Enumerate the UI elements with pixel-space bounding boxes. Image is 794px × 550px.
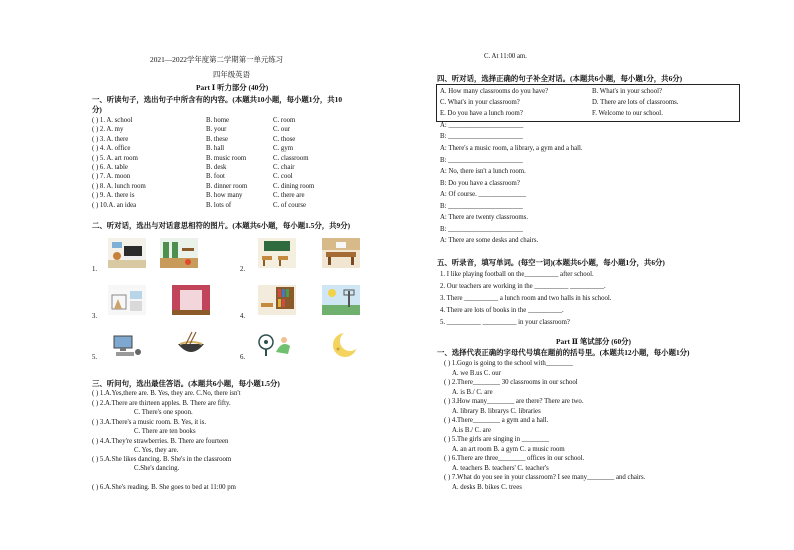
p2-line-12: A. teachers B. teachers' C. teacher's: [452, 465, 549, 472]
p2-line-6: A. library B. librarys C. libraries: [452, 408, 541, 415]
s4-dialog-11: A: There are some desks and chairs.: [440, 237, 539, 244]
part1-title: Part Ⅰ 听力部分 (40分): [196, 83, 269, 92]
office-picture: [108, 285, 146, 315]
s4-dialog-8: B: ______________________: [440, 203, 523, 210]
s1-item-2-c: C. our: [273, 126, 290, 134]
s4-option-d: D. There are lots of classrooms.: [592, 99, 679, 106]
s4-heading: 四、听对话，选择正确的句子补全对话。(本题共6小题，每小题1分，共6分): [437, 74, 683, 83]
part2-title: Part Ⅱ 笔试部分 (60分): [556, 337, 631, 346]
dining-room-picture: [322, 238, 360, 268]
p2-line-4: A. is B./ C. are: [452, 389, 493, 396]
s1-item-9-c: C. there are: [273, 192, 305, 200]
s2-label-6: 6.: [240, 354, 246, 361]
p2-line-10: A. an art room B. a gym C. a music room: [452, 446, 565, 453]
s1-item-8: ( ) 8. A. lunch room: [92, 182, 146, 190]
noodle-bowl-picture: [172, 330, 210, 360]
p2-line-1: ( ) 1.Gogo is going to the school with________: [444, 360, 573, 367]
p2-line-9: ( ) 5.The girls are singing in ________: [444, 436, 549, 443]
s2-label-4: 4.: [240, 313, 246, 320]
p2-line-5: ( ) 3.How many________ are there? There are two.: [444, 398, 584, 405]
s5-line-3: 3. There __________ a lunch room and two halls in his school.: [440, 295, 612, 302]
s1-item-2-b: B. your: [206, 126, 227, 134]
right-top-option: C. At 11:00 am.: [484, 53, 527, 60]
gym-picture: [160, 238, 198, 268]
computer-picture: [108, 330, 146, 360]
s4-dialog-9: A: There are twenty classrooms.: [440, 214, 529, 221]
music-room-picture: [108, 238, 146, 268]
p2-line-2: A. we B.us C. our: [452, 370, 501, 377]
s1-item-8-c: C. dining room: [273, 182, 315, 190]
s4-dialog-7: A: Of course. ______________: [440, 191, 527, 198]
hall-stage-picture: [172, 285, 210, 315]
s1-item-2: ( ) 2. A. my: [92, 126, 124, 134]
worksheet-subtitle: 四年级英语: [213, 70, 250, 79]
playground-picture: [322, 285, 360, 315]
s3-line-2: ( ) 2.A.There are thirteen apples. B. There are fifty.: [92, 400, 231, 407]
s1-item-5-b: B. music room: [206, 154, 247, 162]
s1-item-4-b: B. hall: [206, 145, 225, 153]
s5-line-2: 2. Our teachers are working in the __________ __________.: [440, 283, 606, 290]
s3-line-6: ( ) 4.A.They're strawberries. B. There are fourteen: [92, 438, 229, 445]
s3-line-3: C. There's one spoon.: [134, 409, 193, 416]
s1-item-6-c: C. chair: [273, 163, 295, 171]
s4-option-c: C. What's in your classroom?: [440, 99, 520, 106]
p2-line-11: ( ) 6.There are three________ offices in our school.: [444, 455, 585, 462]
p2-line-8: A.is B./ C. are: [452, 427, 491, 434]
p2-line-7: ( ) 4.There________ a gym and a hall.: [444, 417, 549, 424]
s3-line-7: C. Yes, they are.: [134, 447, 179, 454]
s1-heading-tail: 分): [92, 105, 102, 114]
s1-item-7-c: C. cool: [273, 173, 293, 181]
s1-item-9-b: B. how many: [206, 192, 243, 200]
s3-heading: 三、听问句，选出最佳答语。(本题共6小题，每小题1.5分): [92, 379, 280, 388]
s3-line-1: ( ) 1.A.Yes,there are. B. Yes, they are. C.No, there isn't: [92, 390, 241, 397]
s4-option-e: E. Do you have a lunch room?: [440, 110, 523, 117]
s1-item-10-b: B. lots of: [206, 201, 232, 209]
s4-dialog-1: A: ______________________: [440, 122, 524, 129]
s3-line-4: ( ) 3.A.There's a music room. B. Yes, it is.: [92, 419, 207, 426]
s1-col-b: [206, 117, 247, 211]
s1-item-1-b: B. home: [206, 117, 230, 124]
s1-item-10: ( ) 10.A. an idea: [92, 201, 137, 209]
s1-item-6: ( ) 6. A. table: [92, 163, 128, 171]
library-picture: [258, 285, 296, 315]
s5-line-4: 4. There are lots of books in the __________.: [440, 307, 564, 314]
s1-item-3: ( ) 3. A. there: [92, 135, 129, 143]
s1-item-4: ( ) 4. A. office: [92, 145, 131, 153]
classroom-picture: [258, 238, 296, 268]
s1-item-5-c: C. classroom: [273, 154, 309, 162]
s5-heading: 五、听录音，填写单词。(每空一词)(本题共6小题，每小题1分，共6分): [437, 258, 665, 267]
s1-col-c: [273, 117, 314, 211]
s2-heading: 二、听对话，选出与对话意思相符的图片。(本题共6小题，每小题1.5分，共9分): [92, 221, 351, 230]
s1-item-3-c: C. those: [273, 135, 296, 143]
p2-line-13: ( ) 7.What do you see in your classroom? I see many________ and chairs.: [444, 474, 646, 481]
s3-line-10: ( ) 6.A.She's reading. B. She goes to bed at 11:00 pm: [92, 484, 236, 491]
s1-item-5: ( ) 5. A. art room: [92, 154, 138, 162]
s5-line-1: 1. I like playing football on the__________ after school.: [440, 271, 594, 278]
s4-option-f: F. Welcome to our school.: [592, 110, 663, 117]
s1-item-6-b: B. desk: [206, 163, 227, 171]
p2-line-3: ( ) 2.There________ 30 classrooms in our school: [444, 379, 578, 386]
s4-dialog-4: B: ______________________: [440, 157, 523, 164]
s1-item-7-b: B. foot: [206, 173, 225, 181]
s2-label-5: 5.: [92, 354, 98, 361]
s3-line-8: ( ) 5.A.She likes dancing. B. She's in the classroom: [92, 456, 232, 463]
s4-dialog-3: A: There's a music room, a library, a gym and a hall.: [440, 145, 583, 152]
s4-option-b: B. What's in your school?: [592, 88, 663, 95]
s5-line-5: 5. __________ __________ in your classroom?: [440, 319, 570, 326]
s2-label-2: 2.: [240, 266, 246, 273]
s4-option-a: A. How many classrooms do you have?: [440, 88, 549, 95]
s1-item-1: ( ) 1. A. school: [92, 117, 133, 124]
s3-line-9: C.She's dancing.: [134, 465, 180, 472]
s1-item-10-c: C. of course: [273, 201, 307, 209]
s3-line-5: C. There are ten books: [134, 428, 196, 435]
s2-label-1: 1.: [92, 266, 98, 273]
s4-dialog-10: B: ______________________: [440, 226, 523, 233]
s1-heading: 一、听读句子，选出句子中所含有的内容。(本题共10小题，每小题1分，共10: [92, 95, 343, 104]
s1-item-9: ( ) 9. A. there is: [92, 192, 135, 200]
s1-item-7: ( ) 7. A. moon: [92, 173, 131, 181]
s1-item-8-b: B. dinner room: [206, 182, 248, 190]
p2-line-14: A. desks B. bikes C. trees: [452, 484, 522, 491]
fan-picture: [256, 330, 294, 360]
s1-item-1-c: C. room: [273, 117, 296, 124]
s1-item-4-c: C. gym: [273, 145, 294, 153]
s4-dialog-6: B: Do you have a classroom?: [440, 180, 520, 187]
s4-dialog-2: B: ______________________: [440, 133, 523, 140]
s1-col-a: [92, 117, 146, 211]
worksheet-title: 2021—2022学年度第二学期第一单元练习: [150, 55, 284, 64]
part2-heading: 一、选择代表正确的字母代号填在题前的括号里。(本题共12小题，每小题1分): [437, 348, 690, 357]
s2-label-3: 3.: [92, 313, 98, 320]
s4-dialog-5: A: No, there isn't a lunch room.: [440, 168, 526, 175]
moon-picture: [326, 330, 364, 360]
s1-item-3-b: B. these: [206, 135, 228, 143]
